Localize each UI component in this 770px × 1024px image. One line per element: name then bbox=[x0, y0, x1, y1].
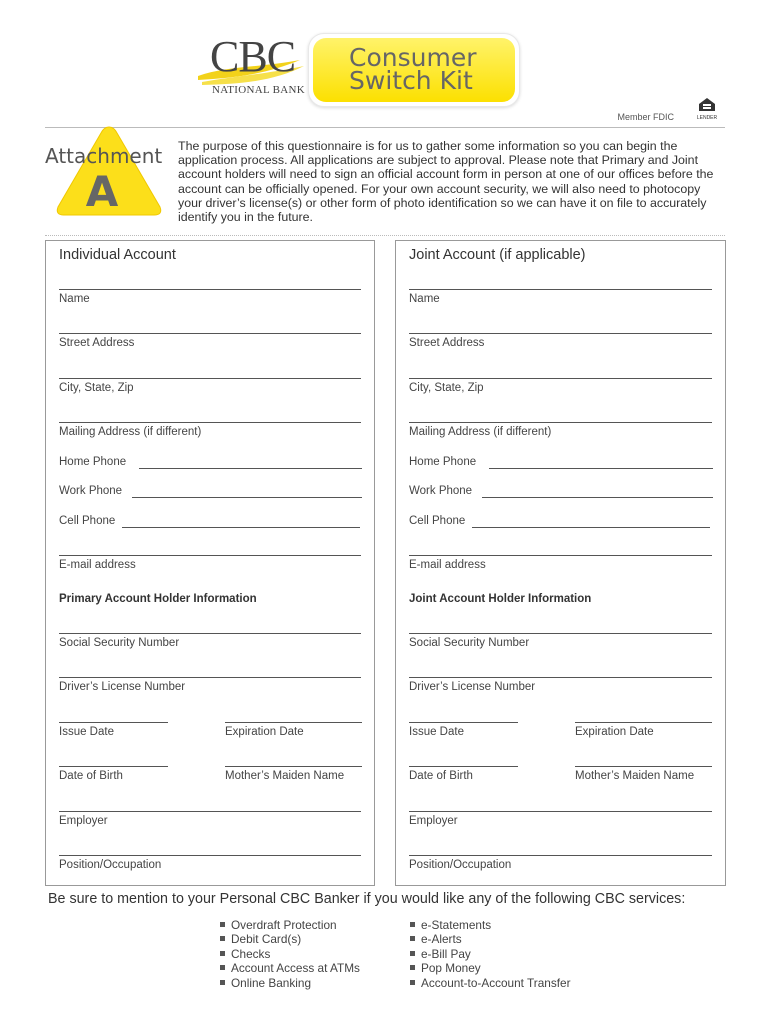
attachment-letter: A bbox=[85, 167, 119, 216]
joint-maiden-line[interactable] bbox=[575, 766, 712, 767]
ind-name-line[interactable] bbox=[59, 289, 361, 290]
joint-city-line[interactable] bbox=[409, 378, 712, 379]
bullet-icon bbox=[410, 936, 415, 941]
ind-employer-label: Employer bbox=[59, 815, 108, 827]
joint-home-label: Home Phone bbox=[409, 456, 477, 468]
ehl-lender-text: LENDER bbox=[696, 115, 718, 121]
ind-mailing-label: Mailing Address (if different) bbox=[59, 426, 202, 438]
joint-name-line[interactable] bbox=[409, 289, 712, 290]
ind-position-label: Position/Occupation bbox=[59, 859, 162, 871]
joint-employer-line[interactable] bbox=[409, 811, 712, 812]
joint-street-line[interactable] bbox=[409, 333, 712, 334]
intro-divider bbox=[45, 235, 725, 236]
joint-employer-label: Employer bbox=[409, 815, 458, 827]
ind-dl-label: Driver’s License Number bbox=[59, 681, 186, 693]
attachment-triangle-icon bbox=[50, 123, 168, 219]
joint-position-label: Position/Occupation bbox=[409, 859, 512, 871]
joint-mailing-label: Mailing Address (if different) bbox=[409, 426, 552, 438]
joint-issue-label: Issue Date bbox=[409, 726, 464, 738]
service-item bbox=[410, 947, 571, 961]
ind-home-line[interactable] bbox=[139, 468, 362, 469]
joint-maiden-label: Mother’s Maiden Name bbox=[575, 770, 695, 782]
equal-housing-lender-icon bbox=[696, 95, 718, 121]
service-label: Overdraft Protection bbox=[231, 918, 337, 932]
ind-position-line[interactable] bbox=[59, 855, 361, 856]
joint-dob-label: Date of Birth bbox=[409, 770, 473, 782]
joint-city-label: City, State, Zip bbox=[409, 382, 484, 394]
kit-title bbox=[349, 43, 477, 95]
joint-title: Joint Account (if applicable) bbox=[409, 247, 586, 263]
ind-maiden-line[interactable] bbox=[225, 766, 362, 767]
ind-issue-line[interactable] bbox=[59, 722, 168, 723]
service-right-list bbox=[410, 918, 571, 990]
intro-paragraph: The purpose of this questionnaire is for us to gather some information so you can begin the application process. All applications are subject to approval. Please note that Primary and Joint account holders will need to sign an official account form in person at one of our offices before the account can be officially opened. For your own account security, we will also need to photocopy your driver’s license(s) or other form of photo identification so we can have it on file to accurately identify you in the future. bbox=[178, 139, 714, 225]
service-label: Account-to-Account Transfer bbox=[421, 975, 571, 990]
bullet-icon bbox=[410, 951, 415, 956]
ind-cell-line[interactable] bbox=[122, 527, 360, 528]
ind-employer-line[interactable] bbox=[59, 811, 361, 812]
services-heading: Be sure to mention to your Personal CBC Banker if you would like any of the following CBC services: bbox=[48, 891, 686, 907]
bullet-icon bbox=[220, 951, 225, 956]
kit-title-line1: Consumer bbox=[349, 43, 477, 72]
ind-email-label: E-mail address bbox=[59, 559, 136, 571]
ind-expiration-label: Expiration Date bbox=[225, 726, 304, 738]
member-fdic: Member FDIC bbox=[617, 112, 674, 122]
service-label: e-Alerts bbox=[421, 932, 462, 947]
joint-cell-line[interactable] bbox=[472, 527, 710, 528]
ind-ssn-label: Social Security Number bbox=[59, 637, 180, 649]
individual-title: Individual Account bbox=[59, 247, 176, 263]
joint-cell-label: Cell Phone bbox=[409, 515, 466, 527]
joint-expiration-label: Expiration Date bbox=[575, 726, 654, 738]
logo-text: CBC bbox=[210, 32, 296, 81]
ind-email-line[interactable] bbox=[59, 555, 361, 556]
joint-holder-heading: Joint Account Holder Information bbox=[409, 593, 592, 605]
ind-city-label: City, State, Zip bbox=[59, 382, 134, 394]
service-label: e-Statements bbox=[421, 918, 492, 932]
ind-ssn-line[interactable] bbox=[59, 633, 361, 634]
joint-expiration-line[interactable] bbox=[575, 722, 712, 723]
ind-work-label: Work Phone bbox=[59, 485, 123, 497]
logo-subtext: NATIONAL BANK bbox=[212, 84, 306, 96]
service-label: Debit Card(s) bbox=[231, 932, 302, 947]
service-label: Account Access at ATMs bbox=[231, 961, 360, 976]
bullet-icon bbox=[220, 965, 225, 970]
bullet-icon bbox=[220, 936, 225, 941]
bullet-icon bbox=[410, 980, 415, 985]
joint-ssn-label: Social Security Number bbox=[409, 637, 530, 649]
joint-issue-line[interactable] bbox=[409, 722, 518, 723]
service-label: Online Banking bbox=[231, 975, 312, 990]
service-item bbox=[410, 961, 571, 975]
service-item bbox=[220, 947, 360, 961]
joint-email-line[interactable] bbox=[409, 555, 712, 556]
joint-dl-label: Driver’s License Number bbox=[409, 681, 536, 693]
service-left-list bbox=[220, 918, 360, 990]
service-item bbox=[220, 918, 360, 932]
ind-work-line[interactable] bbox=[132, 497, 362, 498]
ind-street-line[interactable] bbox=[59, 333, 361, 334]
ind-dl-line[interactable] bbox=[59, 677, 361, 678]
ind-issue-label: Issue Date bbox=[59, 726, 114, 738]
individual-account-box bbox=[45, 240, 375, 886]
ind-name-label: Name bbox=[59, 293, 90, 305]
joint-name-label: Name bbox=[409, 293, 440, 305]
ind-expiration-line[interactable] bbox=[225, 722, 362, 723]
ind-street-label: Street Address bbox=[59, 337, 135, 349]
joint-account-box bbox=[395, 240, 726, 886]
service-item bbox=[410, 932, 571, 946]
service-item bbox=[220, 976, 360, 990]
joint-work-line[interactable] bbox=[482, 497, 713, 498]
joint-mailing-line[interactable] bbox=[409, 422, 712, 423]
joint-work-label: Work Phone bbox=[409, 485, 473, 497]
joint-home-line[interactable] bbox=[489, 468, 713, 469]
joint-ssn-line[interactable] bbox=[409, 633, 712, 634]
joint-position-line[interactable] bbox=[409, 855, 712, 856]
service-item bbox=[220, 961, 360, 975]
ind-maiden-label: Mother’s Maiden Name bbox=[225, 770, 345, 782]
joint-dl-line[interactable] bbox=[409, 677, 712, 678]
kit-title-line2: Switch Kit bbox=[349, 66, 473, 95]
joint-street-label: Street Address bbox=[409, 337, 485, 349]
ind-cell-label: Cell Phone bbox=[59, 515, 116, 527]
joint-dob-line[interactable] bbox=[409, 766, 518, 767]
service-item bbox=[220, 932, 360, 946]
ind-dob-label: Date of Birth bbox=[59, 770, 123, 782]
service-label: Pop Money bbox=[421, 961, 481, 976]
ind-holder-heading: Primary Account Holder Information bbox=[59, 593, 257, 605]
joint-email-label: E-mail address bbox=[409, 559, 486, 571]
cbc-logo bbox=[196, 32, 306, 98]
bullet-icon bbox=[410, 965, 415, 970]
ind-city-line[interactable] bbox=[59, 378, 361, 379]
service-label: Checks bbox=[231, 946, 271, 961]
bullet-icon bbox=[220, 980, 225, 985]
ind-home-label: Home Phone bbox=[59, 456, 127, 468]
bullet-icon bbox=[410, 922, 415, 927]
service-item bbox=[410, 976, 571, 990]
service-item bbox=[410, 918, 571, 932]
attachment-label: Attachment bbox=[45, 144, 163, 168]
service-label: e-Bill Pay bbox=[421, 946, 471, 961]
bullet-icon bbox=[220, 922, 225, 927]
switch-kit-badge bbox=[308, 33, 520, 107]
ind-mailing-line[interactable] bbox=[59, 422, 361, 423]
ind-dob-line[interactable] bbox=[59, 766, 168, 767]
